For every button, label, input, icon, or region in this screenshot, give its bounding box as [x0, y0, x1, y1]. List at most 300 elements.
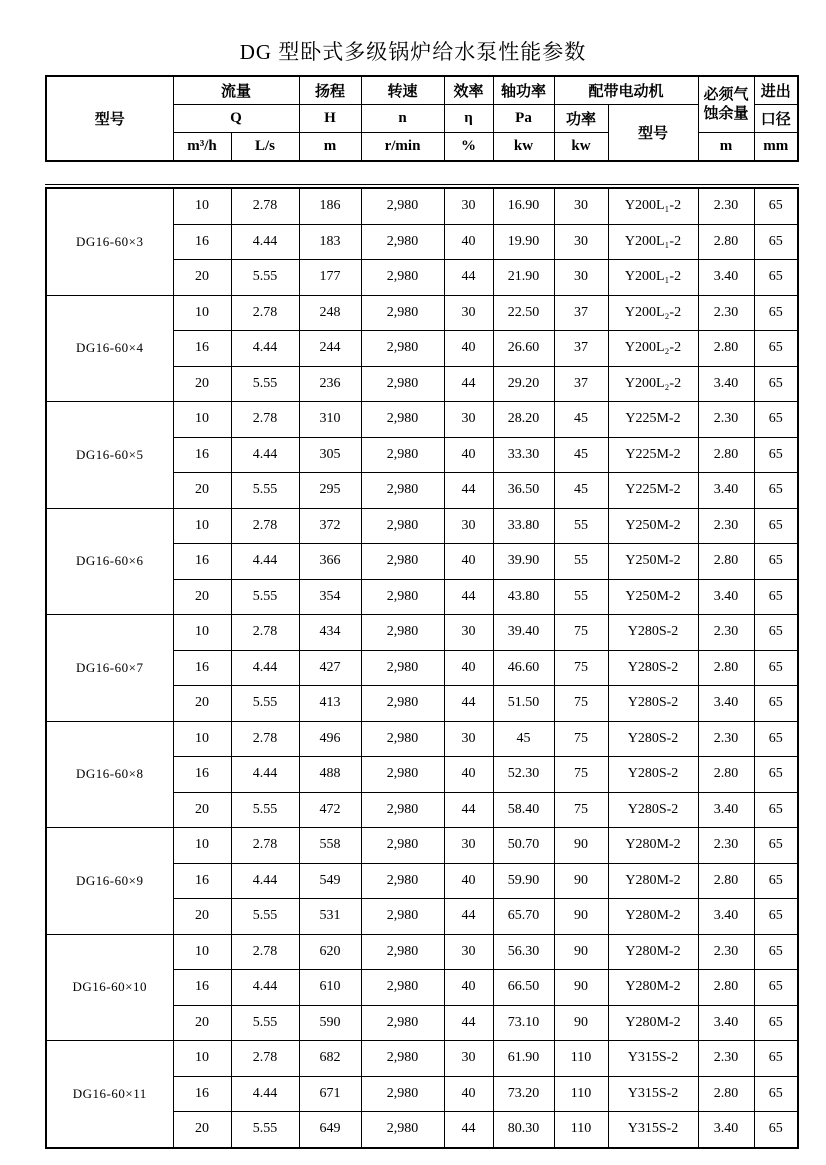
npsh-cell: 3.40: [698, 1005, 754, 1041]
flow-ls-cell: 2.78: [231, 934, 299, 970]
motor-model-cell: Y280S-2: [608, 792, 698, 828]
flow-ls-cell: 2.78: [231, 1041, 299, 1077]
motor-model-cell: Y250M-2: [608, 508, 698, 544]
table-row: [46, 721, 798, 757]
port-diameter-cell: 65: [754, 970, 798, 1006]
port-diameter-cell: 65: [754, 863, 798, 899]
pump-model-cell: DG16-60×8: [46, 721, 173, 828]
shaft-power-cell: 33.30: [493, 437, 554, 473]
header-npsh: [698, 76, 754, 133]
motor-power-cell: 90: [554, 970, 608, 1006]
header-npsh-unit: m: [698, 133, 754, 162]
flow-ls-cell: 2.78: [231, 508, 299, 544]
speed-cell: 2,980: [361, 970, 444, 1006]
header-npsh-line2: 蚀余量: [703, 105, 749, 122]
shaft-power-cell: 19.90: [493, 224, 554, 260]
header-npsh-line1: 必须气: [703, 86, 749, 103]
npsh-cell: 3.40: [698, 579, 754, 615]
flow-m3h-cell: 16: [173, 224, 231, 260]
motor-model-cell: Y200L₂-2: [608, 295, 698, 331]
efficiency-cell: 44: [444, 260, 493, 296]
motor-power-cell: 55: [554, 508, 608, 544]
npsh-cell: 3.40: [698, 686, 754, 722]
motor-model-cell: Y280S-2: [608, 650, 698, 686]
table-row: [46, 295, 798, 331]
flow-m3h-cell: 20: [173, 1005, 231, 1041]
port-diameter-cell: 65: [754, 473, 798, 509]
head-cell: 310: [299, 402, 361, 438]
npsh-cell: 2.30: [698, 615, 754, 651]
shaft-power-cell: 66.50: [493, 970, 554, 1006]
shaft-power-cell: 39.90: [493, 544, 554, 580]
header-speed: 转速: [361, 76, 444, 105]
motor-model-cell: Y280M-2: [608, 899, 698, 935]
head-cell: 549: [299, 863, 361, 899]
flow-ls-cell: 4.44: [231, 863, 299, 899]
header-efficiency: 效率: [444, 76, 493, 105]
header-speed-symbol: n: [361, 105, 444, 133]
motor-power-cell: 75: [554, 721, 608, 757]
efficiency-cell: 30: [444, 295, 493, 331]
npsh-cell: 2.80: [698, 970, 754, 1006]
flow-m3h-cell: 16: [173, 544, 231, 580]
speed-cell: 2,980: [361, 1005, 444, 1041]
npsh-cell: 2.80: [698, 863, 754, 899]
flow-m3h-cell: 16: [173, 757, 231, 793]
motor-model-cell: Y200L₁-2: [608, 224, 698, 260]
port-diameter-cell: 65: [754, 650, 798, 686]
flow-m3h-cell: 10: [173, 1041, 231, 1077]
npsh-cell: 2.80: [698, 544, 754, 580]
shaft-power-cell: 28.20: [493, 402, 554, 438]
flow-ls-cell: 5.55: [231, 1005, 299, 1041]
shaft-power-cell: 16.90: [493, 188, 554, 224]
shaft-power-cell: 73.10: [493, 1005, 554, 1041]
head-cell: 472: [299, 792, 361, 828]
flow-ls-cell: 4.44: [231, 224, 299, 260]
motor-power-cell: 55: [554, 579, 608, 615]
flow-ls-cell: 5.55: [231, 1112, 299, 1148]
motor-model-cell: Y280S-2: [608, 757, 698, 793]
flow-ls-cell: 5.55: [231, 899, 299, 935]
head-cell: 671: [299, 1076, 361, 1112]
shaft-power-cell: 21.90: [493, 260, 554, 296]
motor-power-cell: 75: [554, 650, 608, 686]
table-row: [46, 188, 798, 224]
efficiency-cell: 44: [444, 366, 493, 402]
shaft-power-cell: 80.30: [493, 1112, 554, 1148]
flow-ls-cell: 5.55: [231, 260, 299, 296]
shaft-power-cell: 43.80: [493, 579, 554, 615]
pump-model-cell: DG16-60×3: [46, 188, 173, 295]
motor-power-cell: 45: [554, 473, 608, 509]
npsh-cell: 3.40: [698, 260, 754, 296]
motor-power-cell: 90: [554, 828, 608, 864]
flow-m3h-cell: 20: [173, 473, 231, 509]
flow-ls-cell: 2.78: [231, 295, 299, 331]
pump-model-cell: DG16-60×10: [46, 934, 173, 1041]
head-cell: 244: [299, 331, 361, 367]
motor-power-cell: 30: [554, 188, 608, 224]
head-cell: 488: [299, 757, 361, 793]
speed-cell: 2,980: [361, 650, 444, 686]
flow-m3h-cell: 10: [173, 721, 231, 757]
header-motor: 配带电动机: [554, 76, 698, 105]
pump-data-table: [45, 187, 799, 1149]
npsh-cell: 3.40: [698, 473, 754, 509]
table-row: [46, 1041, 798, 1077]
efficiency-cell: 44: [444, 1005, 493, 1041]
port-diameter-cell: 65: [754, 331, 798, 367]
npsh-cell: 3.40: [698, 792, 754, 828]
port-diameter-cell: 65: [754, 402, 798, 438]
head-cell: 366: [299, 544, 361, 580]
motor-power-cell: 37: [554, 331, 608, 367]
header-flow: 流量: [173, 76, 299, 105]
flow-m3h-cell: 20: [173, 260, 231, 296]
npsh-cell: 2.30: [698, 721, 754, 757]
flow-m3h-cell: 10: [173, 188, 231, 224]
speed-cell: 2,980: [361, 828, 444, 864]
motor-model-cell: Y250M-2: [608, 544, 698, 580]
efficiency-cell: 40: [444, 1076, 493, 1112]
flow-ls-cell: 2.78: [231, 721, 299, 757]
pump-model-cell: DG16-60×7: [46, 615, 173, 722]
header-head-unit: m: [299, 133, 361, 162]
flow-m3h-cell: 20: [173, 366, 231, 402]
table-row: [46, 934, 798, 970]
efficiency-cell: 44: [444, 686, 493, 722]
pump-model-cell: DG16-60×6: [46, 508, 173, 615]
flow-m3h-cell: 10: [173, 828, 231, 864]
npsh-cell: 3.40: [698, 366, 754, 402]
page-title: DG 型卧式多级锅炉给水泵性能参数: [239, 40, 587, 64]
flow-ls-cell: 4.44: [231, 650, 299, 686]
header-flow-symbol: Q: [173, 105, 299, 133]
motor-power-cell: 110: [554, 1041, 608, 1077]
port-diameter-cell: 65: [754, 224, 798, 260]
head-cell: 183: [299, 224, 361, 260]
efficiency-cell: 40: [444, 863, 493, 899]
flow-m3h-cell: 16: [173, 331, 231, 367]
efficiency-cell: 44: [444, 1112, 493, 1148]
header-efficiency-unit: %: [444, 133, 493, 162]
efficiency-cell: 30: [444, 402, 493, 438]
npsh-cell: 3.40: [698, 899, 754, 935]
flow-m3h-cell: 10: [173, 402, 231, 438]
motor-power-cell: 90: [554, 899, 608, 935]
shaft-power-cell: 39.40: [493, 615, 554, 651]
flow-ls-cell: 5.55: [231, 366, 299, 402]
speed-cell: 2,980: [361, 544, 444, 580]
port-diameter-cell: 65: [754, 295, 798, 331]
npsh-cell: 2.80: [698, 650, 754, 686]
port-diameter-cell: 65: [754, 721, 798, 757]
port-diameter-cell: 65: [754, 1076, 798, 1112]
efficiency-cell: 30: [444, 721, 493, 757]
shaft-power-cell: 45: [493, 721, 554, 757]
head-cell: 590: [299, 1005, 361, 1041]
port-diameter-cell: 65: [754, 615, 798, 651]
motor-power-cell: 45: [554, 437, 608, 473]
port-diameter-cell: 65: [754, 1112, 798, 1148]
motor-power-cell: 75: [554, 757, 608, 793]
port-diameter-cell: 65: [754, 437, 798, 473]
speed-cell: 2,980: [361, 686, 444, 722]
flow-ls-cell: 2.78: [231, 402, 299, 438]
speed-cell: 2,980: [361, 1112, 444, 1148]
flow-ls-cell: 4.44: [231, 757, 299, 793]
motor-model-cell: Y200L₂-2: [608, 366, 698, 402]
port-diameter-cell: 65: [754, 188, 798, 224]
port-diameter-cell: 65: [754, 260, 798, 296]
efficiency-cell: 40: [444, 650, 493, 686]
table-container: [45, 75, 799, 1149]
header-shaft-power-unit: kw: [493, 133, 554, 162]
motor-model-cell: Y280M-2: [608, 828, 698, 864]
flow-ls-cell: 2.78: [231, 615, 299, 651]
speed-cell: 2,980: [361, 792, 444, 828]
header-speed-unit: r/min: [361, 133, 444, 162]
speed-cell: 2,980: [361, 615, 444, 651]
speed-cell: 2,980: [361, 224, 444, 260]
motor-model-cell: Y200L₂-2: [608, 331, 698, 367]
port-diameter-cell: 65: [754, 579, 798, 615]
motor-model-cell: Y280S-2: [608, 721, 698, 757]
efficiency-cell: 40: [444, 437, 493, 473]
header-port-line1: 进出: [754, 76, 798, 105]
shaft-power-cell: 52.30: [493, 757, 554, 793]
speed-cell: 2,980: [361, 757, 444, 793]
header-table: [45, 75, 799, 162]
npsh-cell: 3.40: [698, 1112, 754, 1148]
shaft-power-cell: 73.20: [493, 1076, 554, 1112]
shaft-power-cell: 29.20: [493, 366, 554, 402]
speed-cell: 2,980: [361, 473, 444, 509]
header-motor-model: 型号: [608, 105, 698, 162]
shaft-power-cell: 65.70: [493, 899, 554, 935]
npsh-cell: 2.80: [698, 224, 754, 260]
flow-ls-cell: 5.55: [231, 473, 299, 509]
shaft-power-cell: 51.50: [493, 686, 554, 722]
motor-power-cell: 37: [554, 295, 608, 331]
speed-cell: 2,980: [361, 366, 444, 402]
port-diameter-cell: 65: [754, 757, 798, 793]
motor-model-cell: Y200L₁-2: [608, 260, 698, 296]
head-cell: 558: [299, 828, 361, 864]
efficiency-cell: 44: [444, 579, 493, 615]
motor-model-cell: Y200L₁-2: [608, 188, 698, 224]
speed-cell: 2,980: [361, 188, 444, 224]
shaft-power-cell: 26.60: [493, 331, 554, 367]
flow-m3h-cell: 20: [173, 1112, 231, 1148]
flow-m3h-cell: 16: [173, 650, 231, 686]
shaft-power-cell: 46.60: [493, 650, 554, 686]
motor-model-cell: Y280M-2: [608, 1005, 698, 1041]
npsh-cell: 2.30: [698, 1041, 754, 1077]
npsh-cell: 2.80: [698, 1076, 754, 1112]
shaft-power-cell: 58.40: [493, 792, 554, 828]
efficiency-cell: 40: [444, 970, 493, 1006]
table-row: [46, 828, 798, 864]
header-port-line2: 口径: [754, 105, 798, 133]
header-efficiency-symbol: η: [444, 105, 493, 133]
pump-table-body: [46, 188, 798, 1148]
flow-m3h-cell: 16: [173, 437, 231, 473]
flow-ls-cell: 2.78: [231, 828, 299, 864]
motor-power-cell: 30: [554, 260, 608, 296]
efficiency-cell: 40: [444, 544, 493, 580]
efficiency-cell: 44: [444, 473, 493, 509]
efficiency-cell: 40: [444, 757, 493, 793]
efficiency-cell: 40: [444, 331, 493, 367]
speed-cell: 2,980: [361, 295, 444, 331]
head-cell: 413: [299, 686, 361, 722]
motor-power-cell: 37: [554, 366, 608, 402]
head-cell: 496: [299, 721, 361, 757]
head-cell: 682: [299, 1041, 361, 1077]
efficiency-cell: 30: [444, 615, 493, 651]
motor-power-cell: 90: [554, 934, 608, 970]
port-diameter-cell: 65: [754, 366, 798, 402]
motor-model-cell: Y225M-2: [608, 402, 698, 438]
head-cell: 434: [299, 615, 361, 651]
shaft-power-cell: 59.90: [493, 863, 554, 899]
flow-m3h-cell: 10: [173, 934, 231, 970]
header-motor-power: 功率: [554, 105, 608, 133]
speed-cell: 2,980: [361, 934, 444, 970]
efficiency-cell: 30: [444, 188, 493, 224]
flow-ls-cell: 5.55: [231, 792, 299, 828]
header-flow-unit-ls: L/s: [231, 133, 299, 162]
shaft-power-cell: 56.30: [493, 934, 554, 970]
pump-model-cell: DG16-60×4: [46, 295, 173, 402]
shaft-power-cell: 61.90: [493, 1041, 554, 1077]
motor-power-cell: 110: [554, 1076, 608, 1112]
motor-model-cell: Y250M-2: [608, 579, 698, 615]
speed-cell: 2,980: [361, 721, 444, 757]
port-diameter-cell: 65: [754, 686, 798, 722]
flow-ls-cell: 4.44: [231, 437, 299, 473]
flow-m3h-cell: 20: [173, 686, 231, 722]
speed-cell: 2,980: [361, 437, 444, 473]
flow-m3h-cell: 10: [173, 508, 231, 544]
npsh-cell: 2.30: [698, 828, 754, 864]
flow-ls-cell: 5.55: [231, 579, 299, 615]
motor-power-cell: 45: [554, 402, 608, 438]
port-diameter-cell: 65: [754, 899, 798, 935]
head-cell: 186: [299, 188, 361, 224]
head-cell: 354: [299, 579, 361, 615]
speed-cell: 2,980: [361, 899, 444, 935]
motor-power-cell: 75: [554, 615, 608, 651]
flow-m3h-cell: 20: [173, 579, 231, 615]
port-diameter-cell: 65: [754, 828, 798, 864]
port-diameter-cell: 65: [754, 1005, 798, 1041]
flow-ls-cell: 5.55: [231, 686, 299, 722]
head-cell: 236: [299, 366, 361, 402]
efficiency-cell: 30: [444, 828, 493, 864]
head-cell: 531: [299, 899, 361, 935]
motor-model-cell: Y280M-2: [608, 970, 698, 1006]
motor-model-cell: Y280S-2: [608, 615, 698, 651]
speed-cell: 2,980: [361, 579, 444, 615]
npsh-cell: 2.80: [698, 437, 754, 473]
motor-model-cell: Y225M-2: [608, 473, 698, 509]
motor-model-cell: Y315S-2: [608, 1041, 698, 1077]
motor-power-cell: 110: [554, 1112, 608, 1148]
flow-m3h-cell: 16: [173, 1076, 231, 1112]
shaft-power-cell: 50.70: [493, 828, 554, 864]
head-cell: 295: [299, 473, 361, 509]
efficiency-cell: 30: [444, 934, 493, 970]
motor-model-cell: Y280S-2: [608, 686, 698, 722]
head-cell: 649: [299, 1112, 361, 1148]
header-row-1: [46, 76, 798, 105]
motor-model-cell: Y280M-2: [608, 863, 698, 899]
flow-m3h-cell: 16: [173, 970, 231, 1006]
efficiency-cell: 44: [444, 792, 493, 828]
npsh-cell: 2.80: [698, 331, 754, 367]
npsh-cell: 2.30: [698, 934, 754, 970]
motor-power-cell: 90: [554, 1005, 608, 1041]
head-cell: 610: [299, 970, 361, 1006]
flow-m3h-cell: 10: [173, 295, 231, 331]
motor-power-cell: 30: [554, 224, 608, 260]
motor-model-cell: Y280M-2: [608, 934, 698, 970]
head-cell: 177: [299, 260, 361, 296]
motor-model-cell: Y225M-2: [608, 437, 698, 473]
motor-model-cell: Y315S-2: [608, 1076, 698, 1112]
flow-ls-cell: 4.44: [231, 970, 299, 1006]
efficiency-cell: 30: [444, 1041, 493, 1077]
npsh-cell: 2.30: [698, 402, 754, 438]
header-shaft-power-symbol: Pa: [493, 105, 554, 133]
speed-cell: 2,980: [361, 1041, 444, 1077]
npsh-cell: 2.30: [698, 508, 754, 544]
header-head: 扬程: [299, 76, 361, 105]
header-model: 型号: [46, 76, 173, 161]
flow-ls-cell: 4.44: [231, 544, 299, 580]
npsh-cell: 2.30: [698, 295, 754, 331]
table-row: [46, 402, 798, 438]
pump-model-cell: DG16-60×11: [46, 1041, 173, 1148]
pump-model-cell: DG16-60×5: [46, 402, 173, 509]
flow-m3h-cell: 10: [173, 615, 231, 651]
shaft-power-cell: 22.50: [493, 295, 554, 331]
speed-cell: 2,980: [361, 1076, 444, 1112]
pump-model-cell: DG16-60×9: [46, 828, 173, 935]
speed-cell: 2,980: [361, 331, 444, 367]
table-row: [46, 508, 798, 544]
head-cell: 427: [299, 650, 361, 686]
head-cell: 248: [299, 295, 361, 331]
npsh-cell: 2.30: [698, 188, 754, 224]
flow-ls-cell: 4.44: [231, 1076, 299, 1112]
speed-cell: 2,980: [361, 508, 444, 544]
port-diameter-cell: 65: [754, 934, 798, 970]
efficiency-cell: 30: [444, 508, 493, 544]
header-shaft-power: 轴功率: [493, 76, 554, 105]
flow-m3h-cell: 20: [173, 792, 231, 828]
flow-ls-cell: 2.78: [231, 188, 299, 224]
shaft-power-cell: 36.50: [493, 473, 554, 509]
motor-power-cell: 75: [554, 792, 608, 828]
head-cell: 372: [299, 508, 361, 544]
speed-cell: 2,980: [361, 402, 444, 438]
header-flow-unit-m3h: m³/h: [173, 133, 231, 162]
efficiency-cell: 44: [444, 899, 493, 935]
